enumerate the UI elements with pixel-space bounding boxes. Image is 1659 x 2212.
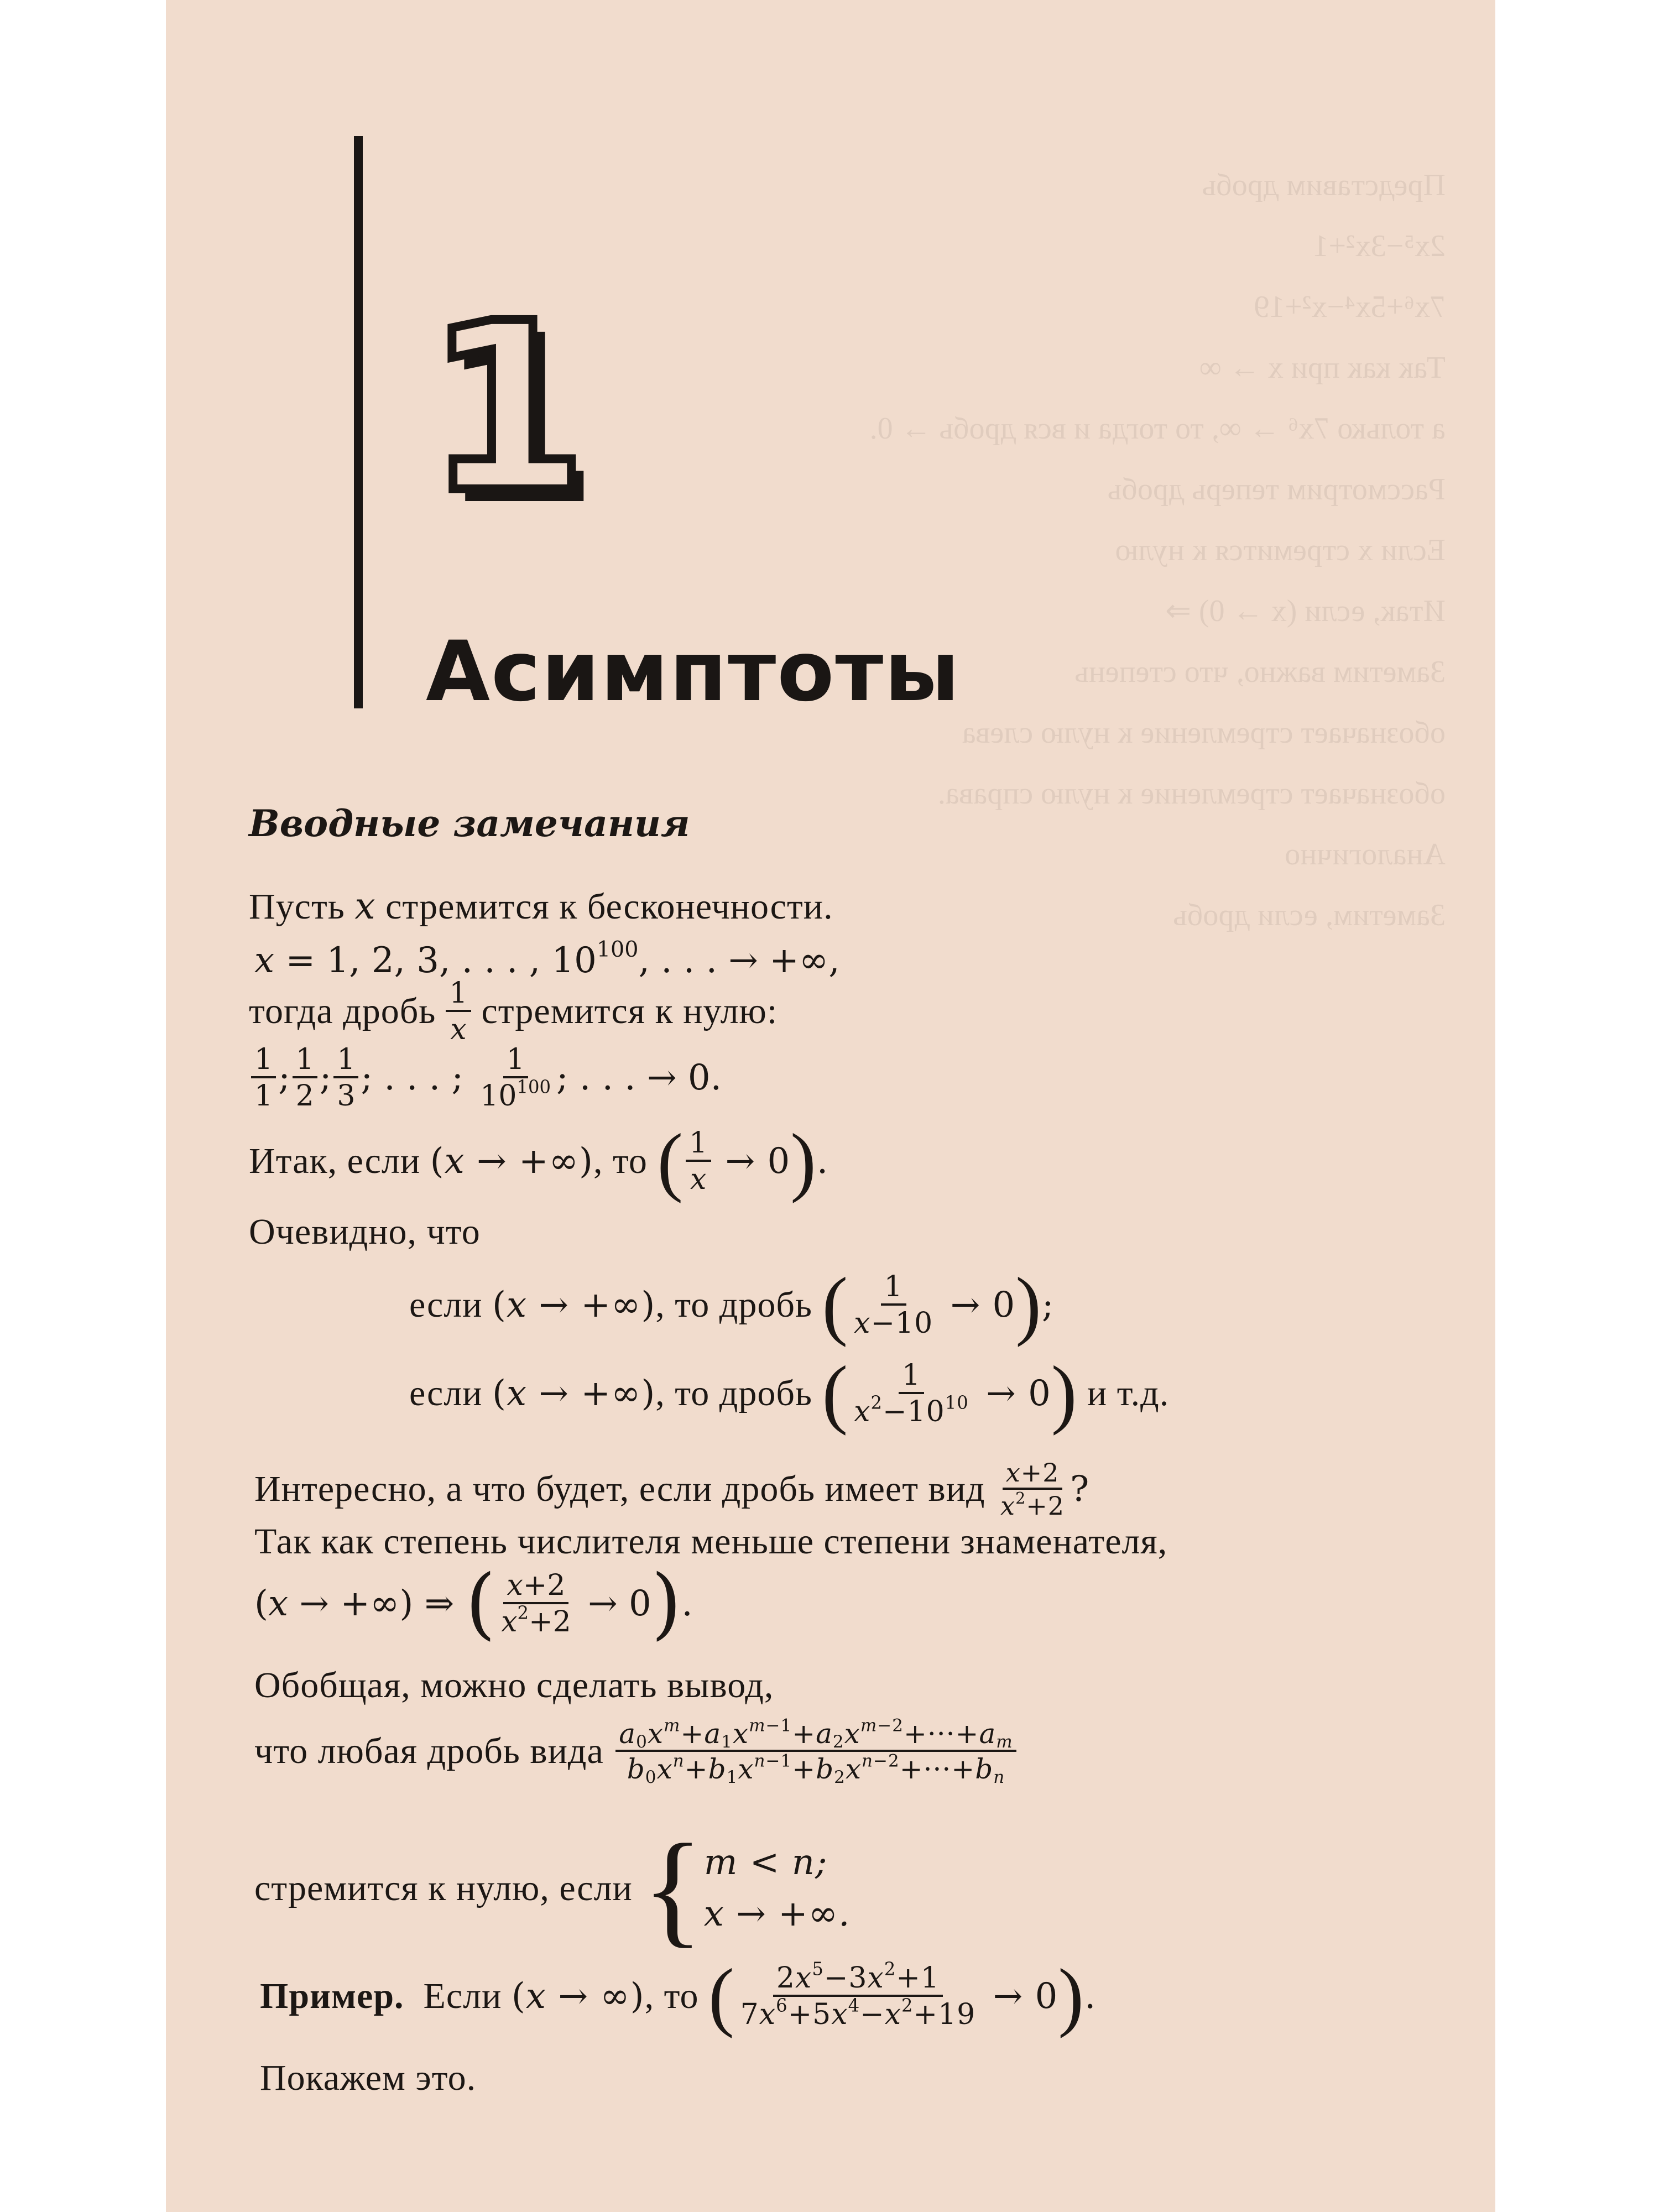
line-6: Очевидно, что [249,1212,481,1252]
line-12: стремится к нулю, если { m < n; x → +∞. [254,1818,851,1959]
line-11: что любая дробь вида $\frac{a_0x^m+a_1x^{m-1}+a_2x^{m-2}+\cdot\cdot\cdot+a_m}{b_0x^n+b_1x^{n-1}+b_2x^{n-2}+\cdot\cdot\cdot+b_n}$ [254,1720,1019,1783]
sequence-x: x = 1, 2, 3, . . . , $10^{100}$, . . . → +∞, [254,937,840,981]
example-1: если (x → +∞) , то дробь ( $\frac{1}{x-10}$ → 0 ) ; [409,1262,1055,1348]
section-heading: Вводные замечания [249,802,690,845]
chapter-title: Асимптоты [426,624,961,720]
line-3: тогда дробь $\frac{1}{x}$ стремится к нулю: [249,977,778,1046]
bleed-through-text: Представим дробь 2x⁵−3x²+1 7x⁶+5x⁴−x²+19 Так как при x → ∞ а только 7x⁶ → ∞, то тогда и вся дробь → 0. Рассмотрим теперь дробь Если x стремится к нулю Итак, если (x → 0) ⇒ Заметим важно, что степень обозначает стремление к нулю слева обозначает стремление к нулю справа. Аналогично Заметим, если дробь [869,168,1446,932]
sequence-fractions: $\frac{1}{1}$ ; $\frac{1}{2}$ ; $\frac{1}{3}$ ; . . . ; $\frac{1}{10^{100}}$ ; . . . → 0. [249,1045,722,1110]
line-5: Итак, если (x → +∞) , то ( $\frac{1}{x}$ → 0 ) . [249,1118,829,1204]
line-last: Покажем это. [260,2058,477,2098]
line-1: Пусть x стремится к бесконечности. [249,885,833,927]
example-2: если (x → +∞) , то дробь ( $\frac{1}{x^2-10^{10}}$ → 0 ) и т.д. [409,1350,1170,1436]
chapter-number: 1 [426,274,588,544]
line-7: Интересно, а что будет, если дробь имеет вид $\frac{x+2}{x^2+2}$ ? [254,1458,1090,1521]
fraction-1-over-x: $\frac{1}{x}$ [446,979,471,1044]
line-10: Обобщая, можно сделать вывод, [254,1665,774,1705]
line-9: (x → +∞) ⇒ ( $\frac{x+2}{x^2+2}$ → 0 ) . [254,1558,693,1648]
example-line: Пример. Если (x → ∞) , то ( $\frac{2x^5-3x^2+1}{7x^6+5x^4-x^2+19}$ → 0 ) . [260,1953,1097,2039]
book-page [166,0,1495,2212]
line-8: Так как степень числителя меньше степени знаменателя, [254,1521,1168,1562]
chapter-rule [354,136,363,708]
